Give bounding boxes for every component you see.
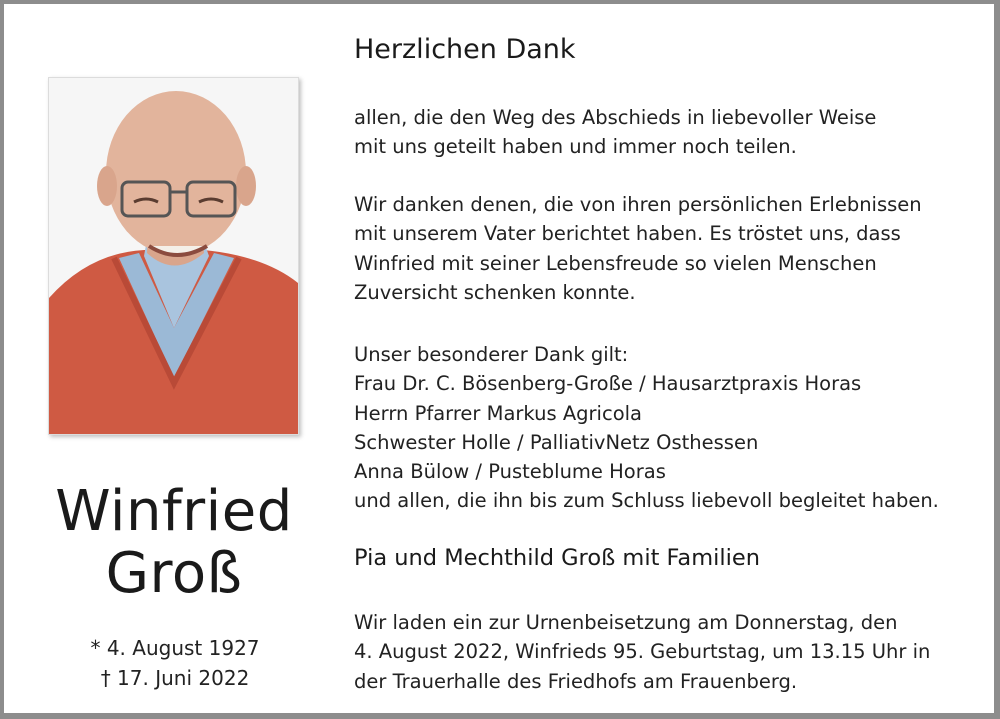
obituary-card (4, 4, 994, 713)
intro-paragraph (354, 103, 876, 162)
special-thanks-list (354, 340, 939, 516)
text-line: und allen, die ihn bis zum Schluss liebevoll begleitet haben. (354, 489, 939, 513)
text-line: Wir laden ein zur Urnenbeisetzung am Donnerstag, den (354, 611, 898, 634)
portrait-illustration (49, 78, 298, 434)
text-line: Winfried mit seiner Lebensfreude so vielen Menschen (354, 251, 877, 275)
text-line: Anna Bülow / Pusteblume Horas (354, 460, 666, 484)
text-line: Unser besonderer Dank gilt: (354, 343, 629, 366)
deceased-first-name: Winfried (55, 479, 293, 544)
portrait-photo (48, 77, 299, 435)
death-date: † 17. Juni 2022 (100, 666, 250, 690)
deceased-last-name: Groß (105, 541, 243, 606)
family-signature: Pia und Mechthild Groß mit Familien (354, 545, 760, 571)
text-line: Herrn Pfarrer Markus Agricola (354, 401, 642, 425)
text-line: Schwester Holle / PalliativNetz Osthessen (354, 430, 759, 454)
birth-date: * 4. August 1927 (90, 636, 260, 660)
text-line: allen, die den Weg des Abschieds in liebevoller Weise (354, 106, 877, 129)
text-line: Wir danken denen, die von ihren persönlichen Erlebnissen (354, 193, 922, 216)
text-line: mit unserem Vater berichtet haben. Es tröstet uns, dass (354, 222, 901, 246)
thanks-paragraph (354, 190, 922, 307)
thanks-heading: Herzlichen Dank (354, 34, 576, 65)
text-line: 4. August 2022, Winfrieds 95. Geburtstag, um 13.15 Uhr in (354, 640, 931, 664)
text-line: der Trauerhalle des Friedhofs am Frauenberg. (354, 669, 798, 693)
text-line: Zuversicht schenken konnte. (354, 280, 636, 304)
text-line: mit uns geteilt haben und immer noch teilen. (354, 135, 797, 159)
text-line: Frau Dr. C. Bösenberg-Große / Hausarztpraxis Horas (354, 372, 862, 396)
invitation-paragraph (354, 608, 930, 696)
